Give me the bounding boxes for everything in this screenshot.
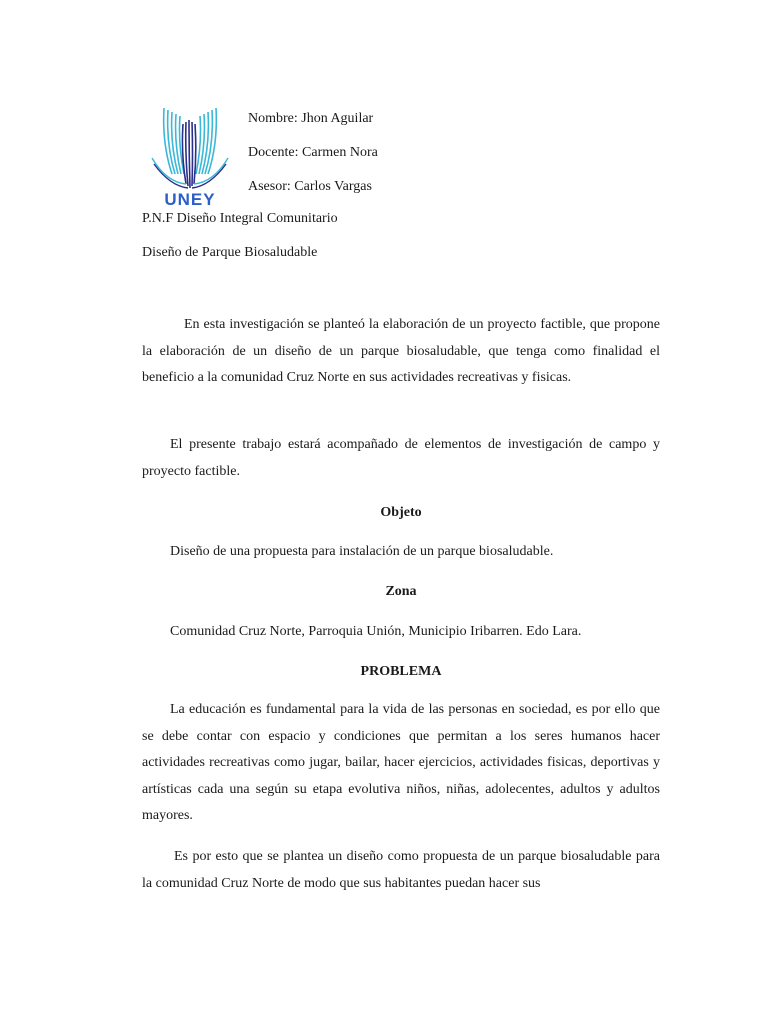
objeto-heading: Objeto	[380, 505, 422, 520]
author-name: Nombre: Jhon Aguilar	[248, 111, 374, 126]
project-title: Diseño de Parque Biosaludable	[142, 245, 318, 260]
second-paragraph: El presente trabajo estará acompañado de elementos de investigación de campo y proyecto factible.	[142, 437, 660, 479]
last-paragraph: Es por esto que se plantea un diseño como propuesta de un parque biosaludable para la comunidad Cruz Norte de modo que sus habitantes puedan hacer sus	[142, 849, 660, 891]
problema-paragraph: La educación es fundamental para la vida de las personas en sociedad, es por ello que se debe contar con espacio y condiciones que permitan a los seres humanos hacer actividades recreativas como jugar, bailar, hacer ejercicios, actividades fisicas, deportivas y artísticas cada una según su etapa evolutiva niños, niñas, adolecentes, adultos y adultos mayores.	[142, 702, 660, 823]
problema-heading: PROBLEMA	[360, 664, 442, 679]
program-title: P.N.F Diseño Integral Comunitario	[142, 211, 338, 226]
teacher-name: Docente: Carmen Nora	[248, 145, 378, 160]
objeto-text: Diseño de una propuesta para instalación de un parque biosaludable.	[170, 544, 554, 559]
zona-text: Comunidad Cruz Norte, Parroquia Unión, Municipio Iribarren. Edo Lara.	[170, 624, 582, 639]
intro-paragraph: En esta investigación se planteó la elaboración de un proyecto factible, que propone la elaboración de un diseño de un parque biosaludable, que tenga como finalidad el beneficio a la comunidad Cruz Norte en sus actividades recreativas y fisicas.	[142, 317, 660, 385]
zona-heading: Zona	[385, 584, 417, 599]
advisor-name: Asesor: Carlos Vargas	[248, 179, 372, 194]
logo-text: UNEY	[164, 190, 216, 209]
